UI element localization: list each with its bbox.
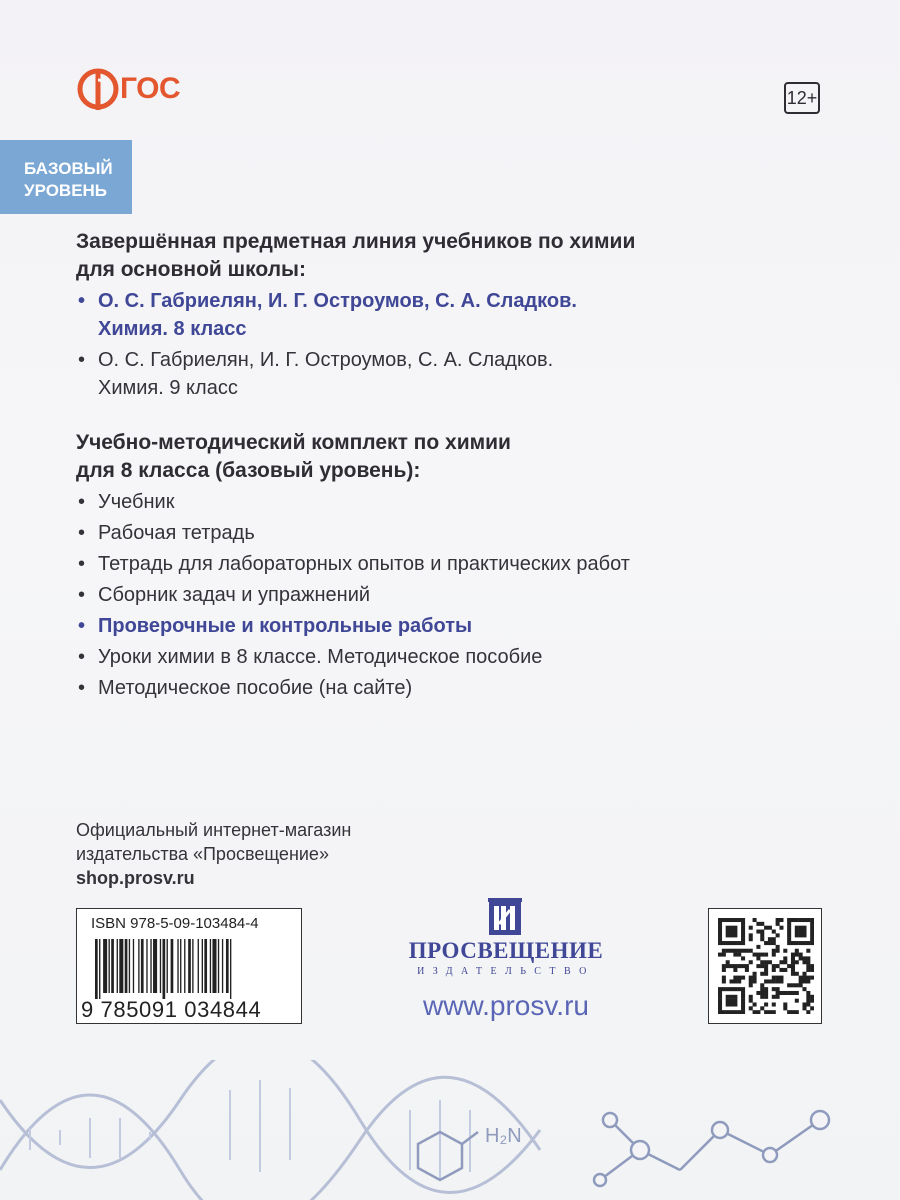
fgos-logo: [76, 66, 181, 112]
series-item-book: Химия. 9 класс: [98, 376, 238, 399]
publisher-logo: [400, 898, 612, 1028]
kit-item-lessons-guide: • Уроки химии в 8 классе. Методическое пособие: [76, 643, 836, 671]
shop-line1: Официальный интернет-магазин: [76, 820, 352, 840]
kit-item-problem-book: • Сборник задач и упражнений: [76, 581, 836, 609]
kit-item-workbook: • Рабочая тетрадь: [76, 519, 836, 547]
series-title-line2: для основной школы:: [76, 258, 306, 281]
kit-title-line2: для 8 класса (базовый уровень):: [76, 458, 421, 482]
dna-helix-icon: [0, 1060, 540, 1200]
series-item-chemistry-8: [76, 287, 836, 343]
publisher-name: ПРОСВЕЩЕНИЕ: [408, 938, 604, 963]
publisher-site-link[interactable]: www.prosv.ru: [423, 990, 589, 1021]
series-title: [76, 228, 836, 284]
kit-block: [76, 429, 836, 702]
kit-item-tests: • Проверочные и контрольные работы: [76, 612, 836, 640]
shop-url-link[interactable]: shop.prosv.ru: [76, 868, 195, 888]
publisher-subtitle: ИЗДАТЕЛЬСТВО: [417, 966, 595, 977]
fgos-logo-text: ГОС: [120, 72, 181, 105]
kit-item-online-guide: • Методическое пособие (на сайте): [76, 674, 836, 702]
shop-info: [76, 818, 351, 890]
level-tab-line1: БАЗОВЫЙ: [24, 159, 113, 178]
kit-item-lab-notebook: • Тетрадь для лабораторных опытов и практических работ: [76, 550, 836, 578]
ean-digits: 9 785091 034844: [81, 997, 262, 1022]
level-tab: [0, 140, 132, 214]
series-item-authors: О. С. Габриелян, И. Г. Остроумов, С. А. Сладков.: [98, 290, 577, 312]
series-item-book: Химия. 8 класс: [98, 318, 247, 340]
publisher-emblem-icon: [488, 898, 522, 936]
molecule-icon: [594, 1111, 829, 1186]
shop-line2: издательства «Просвещение»: [76, 844, 329, 864]
level-tab-line2: УРОВЕНЬ: [24, 181, 108, 200]
series-item-chemistry-9: [76, 346, 836, 402]
kit-title-line1: Учебно-методический комплект по химии: [76, 430, 511, 454]
isbn-label: ISBN 978-5-09-103484-4: [91, 915, 259, 932]
series-list: [76, 287, 836, 402]
qr-code-icon: [718, 918, 814, 1014]
dna-decoration: [0, 1060, 900, 1200]
barcode-icon: [95, 939, 285, 999]
kit-list: [76, 488, 836, 702]
age-rating-badge: 12+: [784, 82, 820, 114]
series-item-authors: О. С. Габриелян, И. Г. Остроумов, С. А. Сладков.: [98, 348, 554, 371]
qr-code-box[interactable]: [708, 908, 822, 1024]
kit-item-textbook: • Учебник: [76, 488, 836, 516]
formula-label: H₂N: [485, 1125, 522, 1147]
main-content: [76, 228, 836, 705]
kit-title: [76, 429, 836, 485]
isbn-barcode-box: [76, 908, 302, 1024]
series-title-line1: Завершённая предметная линия учебников по химии: [76, 230, 636, 253]
fgos-emblem-icon: [76, 66, 126, 112]
